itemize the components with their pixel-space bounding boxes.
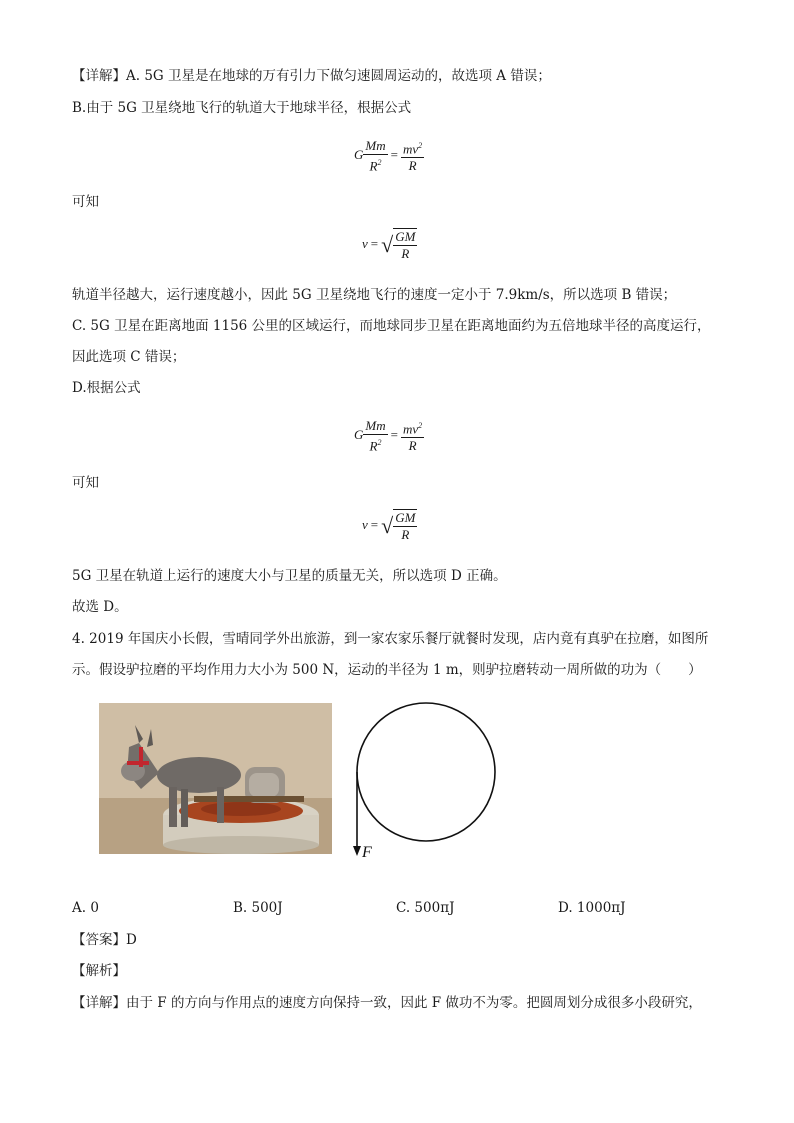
detail-a-text: A. 5G 卫星是在地球的万有引力下做匀速圆周运动的，故选项 A 错误； [126, 68, 551, 84]
velocity-formula-2: v = √ $\frac{GM}{R}$ [362, 510, 416, 542]
detail-d2: 5G 卫星在轨道上运行的速度大小与卫星的质量无关，所以选项 D 正确。 [72, 568, 507, 584]
question4-line2: 示。假设驴拉磨的平均作用力大小为 500 N，运动的半径为 1 m，则驴拉磨转动一周所做的功为（ ） [72, 662, 702, 678]
detail-label: 【详解】 [72, 68, 126, 84]
option-b: B. 500J [233, 900, 283, 916]
donkey-mill-photo [99, 703, 332, 854]
force-label: F [362, 844, 372, 861]
answer [72, 930, 137, 950]
sqrt-icon: √ [381, 513, 394, 538]
detail-final [72, 993, 702, 1013]
answer-options [72, 900, 732, 920]
arrow-head-icon [353, 846, 361, 856]
gravity-formula: G $\frac{Mm}{R^2}$ = $\frac{mv^2}{R}$ [354, 138, 423, 174]
kezhi-1: 可知 [72, 194, 99, 210]
velocity-formula: v = √ $\frac{GM}{R}$ [362, 229, 416, 261]
answer-label: 【答案】 [72, 932, 126, 948]
gravity-formula-2: G $\frac{Mm}{R^2}$ = $\frac{mv^2}{R}$ [354, 418, 423, 454]
detail-final-label: 【详解】 [72, 995, 126, 1011]
option-c: C. 500πJ [396, 900, 455, 916]
detail-a [72, 66, 551, 86]
detail-c2: 因此选项 C 错误； [72, 349, 186, 365]
detail-b2: 轨道半径越大，运行速度越小，因此 5G 卫星绕地飞行的速度一定小于 7.9km/s，所以选项 B 错误； [72, 287, 677, 303]
detail-d: D.根据公式 [72, 380, 141, 396]
answer-value: D [126, 932, 137, 948]
circle-path [357, 703, 495, 841]
detail-c1: C. 5G 卫星在距离地面 1156 公里的区域运行，而地球同步卫星在距离地面约为五倍地球半径的高度运行， [72, 318, 711, 334]
analysis-label: 【解析】 [72, 963, 126, 979]
conclusion: 故选 D。 [72, 599, 128, 615]
option-a: A. 0 [72, 900, 99, 916]
question4-line1: 4. 2019 年国庆小长假，雪晴同学外出旅游，到一家农家乐餐厅就餐时发现，店内竟有真驴在拉磨，如图所 [72, 631, 709, 647]
force-circle-diagram [344, 700, 504, 865]
detail-b: B.由于 5G 卫星绕地飞行的轨道大于地球半径，根据公式 [72, 100, 412, 116]
sqrt-icon: √ [381, 232, 394, 257]
detail-final-text: 由于 F 的方向与作用点的速度方向保持一致，因此 F 做功不为零。把圆周划分成很多小段研究， [126, 995, 702, 1011]
option-d: D. 1000πJ [558, 900, 626, 916]
kezhi-2: 可知 [72, 475, 99, 491]
